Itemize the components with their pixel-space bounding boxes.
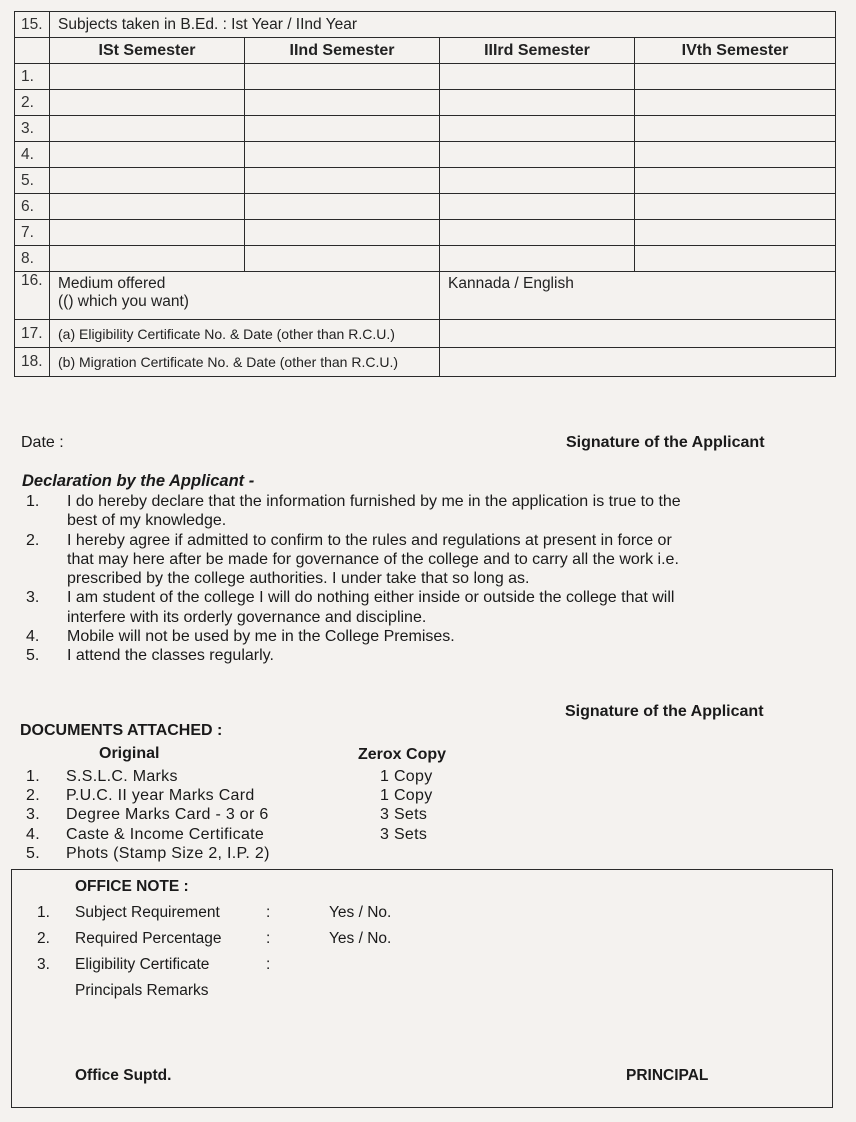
documents-list [26, 767, 433, 863]
subject-cell[interactable] [50, 194, 245, 220]
office-item-2-colon: : [266, 930, 271, 947]
office-item-1-colon: : [266, 904, 271, 921]
office-item-1-value[interactable]: Yes / No. [329, 904, 392, 921]
q18-label: (b) Migration Certificate No. & Date (other than R.C.U.) [50, 348, 440, 377]
documents-title: DOCUMENTS ATTACHED : [20, 722, 223, 739]
q17-label: (a) Eligibility Certificate No. & Date (other than R.C.U.) [50, 320, 440, 348]
list-item: 5. Phots (Stamp Size 2, I.P. 2) [26, 844, 270, 862]
table-row [15, 168, 836, 194]
row-number: 8. [15, 246, 50, 272]
list-item: 1. I do hereby declare that the information furnished by me in the application is true to the best of my knowledge. [26, 493, 681, 530]
office-item-1-label: Subject Requirement [75, 904, 220, 921]
office-note-box [11, 869, 833, 1108]
subject-cell[interactable] [245, 220, 440, 246]
office-note-title: OFFICE NOTE : [75, 878, 189, 895]
q16-number: 16. [15, 272, 50, 320]
row-number: 6. [15, 194, 50, 220]
medium-options[interactable]: Kannada / English [440, 272, 836, 320]
row-number: 3. [15, 116, 50, 142]
subject-cell[interactable] [635, 142, 836, 168]
list-item: 1. S.S.L.C. Marks 1 Copy [26, 768, 433, 785]
q15-header-row [15, 12, 836, 38]
subject-cell[interactable] [440, 168, 635, 194]
semester-1-header: ISt Semester [50, 38, 245, 64]
original-column-header: Original [99, 745, 160, 762]
subject-cell[interactable] [440, 220, 635, 246]
eligibility-certificate-field[interactable] [440, 320, 836, 348]
row-number: 2. [15, 90, 50, 116]
list-item: 3. Degree Marks Card - 3 or 6 3 Sets [26, 806, 428, 824]
subject-cell[interactable] [635, 90, 836, 116]
subject-cell[interactable] [635, 246, 836, 272]
subject-cell[interactable] [440, 142, 635, 168]
subject-cell[interactable] [50, 64, 245, 90]
table-row [15, 142, 836, 168]
subject-cell[interactable] [245, 142, 440, 168]
q15-number: 15. [15, 12, 50, 38]
table-row [15, 220, 836, 246]
office-item-3-number: 3. [37, 956, 50, 973]
semester-3-header: IIIrd Semester [440, 38, 635, 64]
subject-cell[interactable] [50, 90, 245, 116]
q18-number: 18. [15, 348, 50, 377]
semester-2-header: IInd Semester [245, 38, 440, 64]
table-row [15, 90, 836, 116]
list-item: 2. P.U.C. II year Marks Card 1 Copy [26, 787, 433, 805]
subject-cell[interactable] [440, 116, 635, 142]
subject-cell[interactable] [50, 168, 245, 194]
subject-cell[interactable] [245, 64, 440, 90]
q17-number: 17. [15, 320, 50, 348]
subject-cell[interactable] [245, 116, 440, 142]
q15-label: Subjects taken in B.Ed. : Ist Year / IInd Year [50, 12, 836, 38]
q18-row [15, 348, 836, 377]
office-item-1-number: 1. [37, 904, 50, 921]
subject-cell[interactable] [50, 246, 245, 272]
list-item: 3. I am student of the college I will do nothing either inside or outside the college that will interfere with its orderly governance and discipline. [26, 589, 675, 626]
subject-cell[interactable] [440, 64, 635, 90]
declaration-title: Declaration by the Applicant - [22, 472, 255, 490]
q17-row [15, 320, 836, 348]
q16-row [15, 272, 836, 320]
list-item: 2. I hereby agree if admitted to confirm to the rules and regulations at present in force or that may here after be made for governance of the college and to carry all the work i.e. prescribed by the college authorities. I under take that so long as. [26, 531, 679, 588]
subject-cell[interactable] [50, 116, 245, 142]
list-item: 5. I attend the classes regularly. [26, 647, 274, 665]
date-label: Date : [21, 434, 64, 451]
table-row [15, 194, 836, 220]
subject-cell[interactable] [50, 142, 245, 168]
row-number: 4. [15, 142, 50, 168]
office-suptd-label: Office Suptd. [75, 1067, 172, 1084]
office-item-3-colon: : [266, 956, 271, 973]
principal-label: PRINCIPAL [626, 1067, 709, 1084]
applicant-signature-label-2: Signature of the Applicant [565, 703, 764, 720]
table-row [15, 116, 836, 142]
subjects-table [14, 11, 836, 377]
list-item: 4. Mobile will not be used by me in the College Premises. [26, 628, 455, 646]
declaration-list [26, 492, 837, 666]
principals-remarks-label: Principals Remarks [75, 982, 209, 999]
subject-cell[interactable] [245, 194, 440, 220]
subject-cell[interactable] [635, 220, 836, 246]
office-item-2-number: 2. [37, 930, 50, 947]
subject-cell[interactable] [50, 220, 245, 246]
q16-label-line2: (() which you want) [58, 293, 189, 310]
zerox-column-header: Zerox Copy [358, 746, 447, 763]
list-item: 4. Caste & Income Certificate 3 Sets [26, 825, 428, 843]
office-item-2-label: Required Percentage [75, 930, 222, 947]
office-item-3-label: Eligibility Certificate [75, 956, 210, 973]
office-item-2-value[interactable]: Yes / No. [329, 930, 392, 947]
semester-4-header: IVth Semester [635, 38, 836, 64]
table-row [15, 64, 836, 90]
row-number: 5. [15, 168, 50, 194]
semester-header-row [15, 38, 836, 64]
subject-cell[interactable] [635, 194, 836, 220]
row-number: 7. [15, 220, 50, 246]
q16-label-line1: Medium offered [58, 275, 166, 292]
subject-cell[interactable] [635, 116, 836, 142]
subject-cell[interactable] [635, 64, 836, 90]
q16-label [50, 272, 440, 320]
row-number: 1. [15, 64, 50, 90]
subject-cell[interactable] [245, 168, 440, 194]
subject-cell[interactable] [440, 194, 635, 220]
applicant-signature-label: Signature of the Applicant [566, 434, 765, 451]
subject-cell[interactable] [635, 168, 836, 194]
migration-certificate-field[interactable] [440, 348, 836, 377]
subject-cell[interactable] [440, 90, 635, 116]
table-row [15, 246, 836, 272]
subject-cell[interactable] [440, 246, 635, 272]
subject-cell[interactable] [245, 246, 440, 272]
subject-cell[interactable] [245, 90, 440, 116]
